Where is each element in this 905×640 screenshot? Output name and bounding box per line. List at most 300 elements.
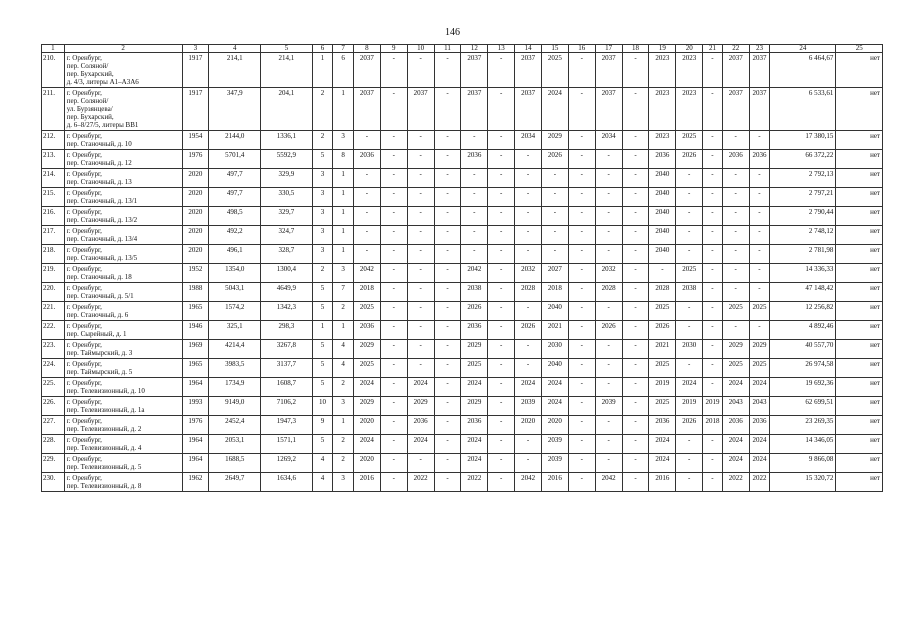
- data-cell: -: [488, 473, 515, 492]
- data-cell: 3: [333, 264, 354, 283]
- address-line: пер. Станочный, д. 18: [66, 273, 132, 281]
- data-cell: -: [676, 226, 703, 245]
- address-cell: [64, 245, 182, 264]
- data-cell: 1964: [182, 454, 209, 473]
- data-cell: -: [488, 302, 515, 321]
- column-number-cell: 16: [568, 45, 595, 53]
- address-cell: [64, 169, 182, 188]
- data-cell: 2042: [461, 264, 488, 283]
- data-cell: 2024: [407, 378, 434, 397]
- data-cell: нет: [836, 226, 883, 245]
- data-cell: -: [722, 207, 749, 226]
- data-cell: -: [488, 454, 515, 473]
- data-cell: 204,1: [261, 88, 313, 131]
- data-cell: -: [434, 188, 461, 207]
- column-number-row: [42, 45, 883, 53]
- data-cell: 2024: [353, 378, 380, 397]
- data-cell: 2018: [703, 416, 723, 435]
- data-cell: -: [622, 245, 649, 264]
- data-cell: нет: [836, 88, 883, 131]
- data-cell: -: [595, 378, 622, 397]
- data-cell: 1969: [182, 340, 209, 359]
- data-cell: -: [722, 264, 749, 283]
- data-cell: 2036: [649, 150, 676, 169]
- data-cell: 5: [312, 302, 333, 321]
- data-cell: 14 336,33: [770, 264, 836, 283]
- data-cell: 2: [312, 88, 333, 131]
- data-cell: -: [407, 321, 434, 340]
- data-cell: -: [380, 207, 407, 226]
- data-cell: нет: [836, 169, 883, 188]
- data-cell: -: [542, 169, 569, 188]
- data-cell: 2032: [515, 264, 542, 283]
- data-cell: -: [515, 169, 542, 188]
- data-cell: -: [461, 188, 488, 207]
- data-cell: 2034: [595, 131, 622, 150]
- data-cell: -: [380, 321, 407, 340]
- column-number-cell: 24: [770, 45, 836, 53]
- data-cell: 2037: [749, 53, 770, 88]
- data-cell: -: [703, 473, 723, 492]
- data-cell: 2040: [649, 169, 676, 188]
- data-cell: 2023: [649, 53, 676, 88]
- data-cell: -: [434, 359, 461, 378]
- column-number-cell: 2: [64, 45, 182, 53]
- data-cell: -: [749, 321, 770, 340]
- data-cell: -: [380, 378, 407, 397]
- data-cell: 23 269,35: [770, 416, 836, 435]
- data-cell: 15 320,72: [770, 473, 836, 492]
- data-cell: -: [595, 226, 622, 245]
- data-cell: 1917: [182, 53, 209, 88]
- data-cell: -: [703, 131, 723, 150]
- data-cell: 298,3: [261, 321, 313, 340]
- data-cell: 2028: [515, 283, 542, 302]
- data-cell: 497,7: [209, 169, 261, 188]
- data-cell: 9 866,08: [770, 454, 836, 473]
- data-cell: 2028: [595, 283, 622, 302]
- data-cell: -: [676, 245, 703, 264]
- data-cell: -: [703, 321, 723, 340]
- data-cell: -: [749, 188, 770, 207]
- data-cell: -: [515, 435, 542, 454]
- data-cell: -: [380, 245, 407, 264]
- data-cell: 2025: [749, 302, 770, 321]
- address-line: пер. Бухарский,: [66, 113, 114, 121]
- data-cell: -: [568, 226, 595, 245]
- data-cell: 2020: [353, 416, 380, 435]
- data-cell: -: [380, 359, 407, 378]
- data-cell: 19 692,36: [770, 378, 836, 397]
- address-line: г. Оренбург,: [66, 436, 102, 444]
- data-cell: 2036: [461, 150, 488, 169]
- data-cell: -: [488, 397, 515, 416]
- data-cell: 2016: [542, 473, 569, 492]
- data-cell: -: [434, 435, 461, 454]
- data-cell: -: [515, 188, 542, 207]
- data-cell: -: [488, 264, 515, 283]
- data-cell: -: [568, 207, 595, 226]
- address-line: пер. Станочный, д. 13/4: [66, 235, 138, 243]
- data-cell: 2026: [515, 321, 542, 340]
- table-row: [42, 283, 883, 302]
- data-cell: 2144,0: [209, 131, 261, 150]
- data-cell: 2023: [676, 53, 703, 88]
- data-cell: 3267,8: [261, 340, 313, 359]
- data-cell: нет: [836, 435, 883, 454]
- data-cell: 5: [312, 359, 333, 378]
- data-cell: 2020: [182, 169, 209, 188]
- data-cell: нет: [836, 321, 883, 340]
- data-cell: 1917: [182, 88, 209, 131]
- data-cell: 2025: [676, 264, 703, 283]
- data-cell: 2024: [461, 435, 488, 454]
- data-cell: -: [434, 53, 461, 88]
- data-cell: -: [515, 454, 542, 473]
- data-cell: 2029: [542, 131, 569, 150]
- data-cell: 66 372,22: [770, 150, 836, 169]
- data-cell: -: [515, 359, 542, 378]
- data-cell: 1: [333, 226, 354, 245]
- data-cell: 1954: [182, 131, 209, 150]
- data-cell: 7: [333, 283, 354, 302]
- data-cell: -: [568, 416, 595, 435]
- data-cell: 3137,7: [261, 359, 313, 378]
- data-cell: 2: [333, 378, 354, 397]
- data-cell: 2034: [515, 131, 542, 150]
- data-cell: 2026: [595, 321, 622, 340]
- data-cell: 2024: [749, 378, 770, 397]
- data-cell: нет: [836, 454, 883, 473]
- data-cell: 492,2: [209, 226, 261, 245]
- data-cell: -: [434, 169, 461, 188]
- data-cell: 2: [312, 131, 333, 150]
- data-cell: -: [407, 245, 434, 264]
- data-cell: -: [380, 131, 407, 150]
- data-cell: 2028: [649, 283, 676, 302]
- data-cell: 4214,4: [209, 340, 261, 359]
- address-line: г. Оренбург,: [66, 341, 102, 349]
- data-cell: 1342,3: [261, 302, 313, 321]
- data-cell: 324,7: [261, 226, 313, 245]
- data-cell: 2: [312, 264, 333, 283]
- row-number-cell: 221.: [42, 302, 65, 321]
- data-cell: -: [568, 473, 595, 492]
- address-line: пер. Станочный, д. 10: [66, 140, 132, 148]
- data-cell: 2649,7: [209, 473, 261, 492]
- address-line: д. 4/3, литеры А1–А3А6: [66, 78, 139, 86]
- data-cell: 2016: [353, 473, 380, 492]
- table-row: [42, 378, 883, 397]
- address-line: г. Оренбург,: [66, 455, 102, 463]
- table-row: [42, 88, 883, 131]
- data-cell: -: [676, 435, 703, 454]
- data-cell: 2026: [542, 150, 569, 169]
- address-cell: [64, 340, 182, 359]
- data-cell: -: [703, 264, 723, 283]
- data-cell: 214,1: [261, 53, 313, 88]
- data-cell: -: [488, 131, 515, 150]
- data-cell: -: [568, 397, 595, 416]
- data-cell: -: [434, 283, 461, 302]
- data-cell: 2036: [461, 321, 488, 340]
- data-cell: -: [434, 207, 461, 226]
- row-number-cell: 225.: [42, 378, 65, 397]
- data-cell: -: [622, 53, 649, 88]
- row-number-cell: 227.: [42, 416, 65, 435]
- data-cell: -: [407, 169, 434, 188]
- data-cell: -: [622, 454, 649, 473]
- data-cell: -: [622, 302, 649, 321]
- data-cell: 10: [312, 397, 333, 416]
- data-cell: 2026: [676, 150, 703, 169]
- address-line: д. 6–8/27/5, литеры ВВ1: [66, 121, 139, 129]
- data-cell: 2029: [353, 340, 380, 359]
- data-cell: 2037: [461, 88, 488, 131]
- table-row: [42, 321, 883, 340]
- data-cell: -: [703, 226, 723, 245]
- data-cell: 2024: [407, 435, 434, 454]
- data-cell: -: [407, 359, 434, 378]
- data-cell: нет: [836, 340, 883, 359]
- data-cell: -: [703, 53, 723, 88]
- data-cell: 2039: [595, 397, 622, 416]
- address-line: пер. Таймырский, д. 3: [66, 349, 133, 357]
- data-cell: -: [488, 416, 515, 435]
- data-cell: 2024: [542, 397, 569, 416]
- address-line: г. Оренбург,: [66, 132, 102, 140]
- data-cell: 2 797,21: [770, 188, 836, 207]
- data-cell: -: [595, 150, 622, 169]
- data-cell: 3: [312, 188, 333, 207]
- address-line: пер. Телевизионный, д. 1а: [66, 406, 145, 414]
- column-number-cell: 18: [622, 45, 649, 53]
- data-cell: -: [622, 340, 649, 359]
- data-cell: -: [407, 131, 434, 150]
- data-cell: -: [622, 169, 649, 188]
- data-cell: -: [542, 226, 569, 245]
- data-cell: 1: [333, 169, 354, 188]
- row-number-cell: 222.: [42, 321, 65, 340]
- address-line: пер. Телевизионный, д. 5: [66, 463, 142, 471]
- data-cell: 1336,1: [261, 131, 313, 150]
- data-cell: 2036: [749, 150, 770, 169]
- data-cell: 5: [312, 378, 333, 397]
- data-cell: -: [515, 340, 542, 359]
- column-number-cell: 4: [209, 45, 261, 53]
- data-cell: 3: [312, 169, 333, 188]
- data-cell: -: [568, 245, 595, 264]
- table-row: [42, 435, 883, 454]
- data-cell: -: [380, 88, 407, 131]
- row-number-cell: 215.: [42, 188, 65, 207]
- data-cell: 2040: [649, 245, 676, 264]
- data-cell: 1976: [182, 150, 209, 169]
- data-cell: -: [461, 245, 488, 264]
- address-line: пер. Телевизионный, д. 4: [66, 444, 142, 452]
- data-cell: -: [515, 302, 542, 321]
- address-cell: [64, 302, 182, 321]
- address-line: г. Оренбург,: [66, 265, 102, 273]
- data-cell: 2043: [749, 397, 770, 416]
- data-cell: -: [434, 473, 461, 492]
- column-number-cell: 21: [703, 45, 723, 53]
- data-cell: -: [434, 131, 461, 150]
- data-cell: -: [488, 359, 515, 378]
- data-cell: -: [622, 131, 649, 150]
- data-cell: -: [595, 340, 622, 359]
- data-cell: 2037: [407, 88, 434, 131]
- address-cell: [64, 131, 182, 150]
- data-cell: -: [434, 150, 461, 169]
- data-cell: -: [515, 150, 542, 169]
- data-cell: -: [703, 359, 723, 378]
- data-cell: 5043,1: [209, 283, 261, 302]
- data-cell: нет: [836, 473, 883, 492]
- data-cell: -: [407, 454, 434, 473]
- data-cell: 1571,1: [261, 435, 313, 454]
- address-line: г. Оренбург,: [66, 54, 102, 62]
- data-cell: -: [595, 435, 622, 454]
- data-cell: 497,7: [209, 188, 261, 207]
- data-cell: 2042: [353, 264, 380, 283]
- table-row: [42, 359, 883, 378]
- address-line: пер. Станочный, д. 5/1: [66, 292, 134, 300]
- data-cell: -: [622, 397, 649, 416]
- table-row: [42, 169, 883, 188]
- data-cell: 2053,1: [209, 435, 261, 454]
- data-cell: 2040: [649, 207, 676, 226]
- table-row: [42, 416, 883, 435]
- data-cell: 2025: [749, 359, 770, 378]
- data-cell: -: [407, 207, 434, 226]
- data-cell: -: [722, 226, 749, 245]
- data-cell: 2032: [595, 264, 622, 283]
- data-cell: -: [407, 302, 434, 321]
- data-cell: 3: [312, 245, 333, 264]
- data-cell: -: [595, 169, 622, 188]
- data-cell: 6 533,61: [770, 88, 836, 131]
- data-cell: -: [703, 340, 723, 359]
- data-cell: -: [488, 340, 515, 359]
- row-number-cell: 218.: [42, 245, 65, 264]
- column-number-cell: 13: [488, 45, 515, 53]
- address-cell: [64, 454, 182, 473]
- address-line: г. Оренбург,: [66, 151, 102, 159]
- data-cell: -: [749, 226, 770, 245]
- data-cell: 2025: [353, 359, 380, 378]
- data-cell: -: [568, 435, 595, 454]
- data-cell: -: [488, 53, 515, 88]
- data-cell: -: [542, 207, 569, 226]
- data-cell: -: [380, 283, 407, 302]
- row-number-cell: 211.: [42, 88, 65, 131]
- data-cell: 4: [312, 454, 333, 473]
- data-cell: 2020: [515, 416, 542, 435]
- address-line: г. Оренбург,: [66, 360, 102, 368]
- data-cell: -: [353, 245, 380, 264]
- data-cell: 1688,5: [209, 454, 261, 473]
- data-cell: 2042: [595, 473, 622, 492]
- address-line: пер. Станочный, д. 13/5: [66, 254, 138, 262]
- column-number-cell: 7: [333, 45, 354, 53]
- data-cell: 1976: [182, 416, 209, 435]
- data-cell: 2025: [649, 359, 676, 378]
- data-cell: 2025: [461, 359, 488, 378]
- data-cell: -: [542, 245, 569, 264]
- data-cell: 2040: [649, 188, 676, 207]
- data-cell: -: [488, 283, 515, 302]
- data-cell: 1: [333, 416, 354, 435]
- data-cell: -: [703, 150, 723, 169]
- data-cell: 2020: [182, 207, 209, 226]
- data-cell: 329,7: [261, 207, 313, 226]
- data-cell: -: [461, 226, 488, 245]
- data-cell: -: [568, 264, 595, 283]
- row-number-cell: 229.: [42, 454, 65, 473]
- address-cell: [64, 416, 182, 435]
- data-cell: 2025: [353, 302, 380, 321]
- data-cell: 1946: [182, 321, 209, 340]
- data-cell: 40 557,70: [770, 340, 836, 359]
- data-cell: 2029: [461, 340, 488, 359]
- data-cell: -: [568, 169, 595, 188]
- data-cell: 9: [312, 416, 333, 435]
- data-cell: 1993: [182, 397, 209, 416]
- data-cell: 1: [333, 321, 354, 340]
- data-cell: 2025: [722, 302, 749, 321]
- data-cell: -: [676, 473, 703, 492]
- data-cell: -: [568, 359, 595, 378]
- data-cell: -: [595, 188, 622, 207]
- row-number-cell: 214.: [42, 169, 65, 188]
- data-cell: 1634,6: [261, 473, 313, 492]
- address-cell: [64, 150, 182, 169]
- data-cell: 2029: [353, 397, 380, 416]
- data-cell: 2: [333, 454, 354, 473]
- data-cell: -: [622, 359, 649, 378]
- data-cell: 14 346,05: [770, 435, 836, 454]
- data-cell: -: [380, 473, 407, 492]
- address-line: г. Оренбург,: [66, 417, 102, 425]
- data-cell: 1: [333, 245, 354, 264]
- address-line: пер. Сырейный, д. 1: [66, 330, 127, 338]
- data-cell: 2016: [649, 473, 676, 492]
- row-number-cell: 212.: [42, 131, 65, 150]
- data-cell: -: [407, 340, 434, 359]
- address-line: пер. Станочный, д. 13/2: [66, 216, 138, 224]
- data-cell: 2024: [722, 435, 749, 454]
- address-line: г. Оренбург,: [66, 284, 102, 292]
- data-cell: 2018: [542, 283, 569, 302]
- data-cell: 2029: [461, 397, 488, 416]
- data-cell: 2039: [542, 454, 569, 473]
- data-cell: 4: [333, 359, 354, 378]
- address-line: г. Оренбург,: [66, 227, 102, 235]
- address-line: ул. Бурзянцева/: [66, 105, 113, 113]
- data-cell: 2024: [649, 435, 676, 454]
- data-cell: нет: [836, 245, 883, 264]
- data-cell: нет: [836, 283, 883, 302]
- data-cell: -: [722, 169, 749, 188]
- data-cell: 325,1: [209, 321, 261, 340]
- address-line: пер. Бухарский,: [66, 70, 114, 78]
- data-cell: нет: [836, 131, 883, 150]
- table-row: [42, 302, 883, 321]
- data-cell: 4 892,46: [770, 321, 836, 340]
- data-cell: 2025: [649, 397, 676, 416]
- data-cell: -: [488, 226, 515, 245]
